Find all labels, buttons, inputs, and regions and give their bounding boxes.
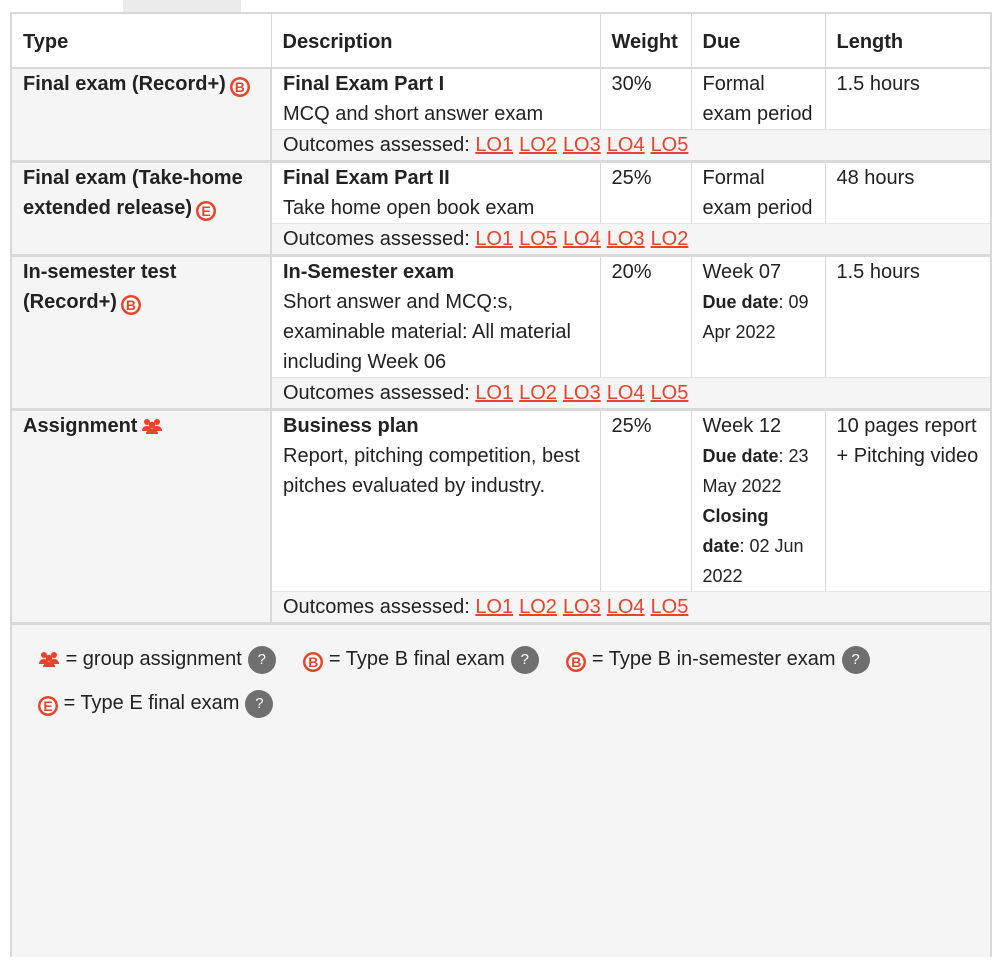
outcome-link[interactable]: LO2 — [519, 134, 557, 156]
outcome-link[interactable]: LO1 — [475, 228, 514, 250]
type-label: Final exam (Take-home extended release) — [23, 167, 243, 219]
table-row — [12, 162, 990, 224]
outcome-link[interactable]: LO5 — [650, 134, 689, 156]
task-title: Business plan — [283, 415, 419, 437]
table-row — [12, 256, 990, 378]
task-text: Report, pitching competition, best pitches evaluated by industry. — [283, 445, 580, 497]
type-label: Final exam (Record+) — [23, 73, 226, 95]
header-weight: Weight — [600, 14, 691, 68]
outcome-link[interactable]: LO3 — [562, 134, 601, 156]
type-cell — [12, 68, 271, 162]
task-title: Final Exam Part I — [283, 73, 445, 95]
help-icon[interactable]: ? — [245, 690, 273, 718]
header-due: Due — [691, 14, 825, 68]
type-b-badge-icon: B — [566, 652, 586, 672]
weight-cell: 25% — [600, 162, 691, 224]
outcome-link[interactable]: LO5 — [650, 596, 689, 618]
legend-type-e-final-text: = Type E final exam — [63, 692, 240, 714]
legend-type-b-insem — [562, 637, 869, 681]
help-icon[interactable]: ? — [248, 646, 276, 674]
outcome-link[interactable]: LO4 — [606, 134, 645, 156]
due-cell — [691, 410, 825, 592]
legend-type-b-final-text: = Type B final exam — [328, 648, 505, 670]
type-e-badge-icon: E — [38, 696, 58, 716]
due-cell: Formal exam period — [691, 68, 825, 130]
type-cell — [12, 256, 271, 410]
weight-cell: 30% — [600, 68, 691, 130]
legend-group-text: = group assignment — [65, 648, 242, 670]
description-cell — [271, 162, 600, 224]
outcomes-cell — [271, 592, 990, 624]
weight-cell: 25% — [600, 410, 691, 592]
due-date-value: : 23 May 2022 — [702, 446, 809, 496]
type-cell — [12, 410, 271, 624]
type-b-badge-icon: B — [230, 77, 250, 97]
outcomes-label: Outcomes assessed: — [283, 134, 470, 156]
legend-type-b-final — [299, 637, 538, 681]
type-e-badge-icon: E — [196, 201, 216, 221]
outcomes-label: Outcomes assessed: — [283, 228, 470, 250]
help-icon[interactable]: ? — [842, 646, 870, 674]
due-date — [703, 441, 814, 501]
outcomes-label: Outcomes assessed: — [283, 596, 470, 618]
outcomes-cell — [271, 130, 990, 162]
outcome-link[interactable]: LO5 — [519, 228, 557, 250]
table-row — [12, 68, 990, 130]
header-description: Description — [271, 14, 600, 68]
description-cell — [271, 256, 600, 378]
outcomes-label: Outcomes assessed: — [283, 382, 470, 404]
task-title: Final Exam Part II — [283, 167, 450, 189]
length-cell: 10 pages report + Pitching video — [825, 410, 990, 592]
weight-cell: 20% — [600, 256, 691, 378]
outcomes-cell — [271, 224, 990, 256]
legend-type-e-final — [34, 681, 273, 725]
type-label: Assignment — [23, 415, 138, 437]
outcome-link[interactable]: LO2 — [519, 382, 557, 404]
task-text: Short answer and MCQ:s, examinable material: All material including Week 06 — [283, 291, 571, 373]
length-cell: 1.5 hours — [825, 256, 990, 378]
outcome-link[interactable]: LO4 — [606, 596, 645, 618]
header-length: Length — [825, 14, 990, 68]
type-cell — [12, 162, 271, 256]
due-date-label: Due date — [702, 292, 779, 312]
table-header-row — [12, 14, 990, 68]
length-cell: 48 hours — [825, 162, 990, 224]
outcome-link[interactable]: LO3 — [562, 382, 601, 404]
task-text: Take home open book exam — [283, 197, 535, 219]
outcome-link[interactable]: LO1 — [475, 134, 514, 156]
outcome-link[interactable]: LO3 — [562, 596, 601, 618]
outcome-link[interactable]: LO4 — [606, 382, 645, 404]
outcome-link[interactable]: LO3 — [606, 228, 645, 250]
outcome-link[interactable]: LO4 — [562, 228, 601, 250]
outcomes-cell — [271, 378, 990, 410]
group-icon — [38, 650, 60, 668]
outcome-link[interactable]: LO2 — [650, 228, 689, 250]
due-date-label: Due date — [702, 446, 779, 466]
outcome-link[interactable]: LO1 — [475, 596, 514, 618]
due-date-value: : 09 Apr 2022 — [702, 292, 809, 342]
closing-date — [703, 501, 814, 591]
closing-date-value: : 02 Jun 2022 — [702, 536, 804, 586]
task-title: In-Semester exam — [283, 261, 455, 283]
due-cell — [691, 256, 825, 378]
outcome-link[interactable]: LO2 — [519, 596, 557, 618]
due-week: Week 12 — [702, 415, 782, 437]
type-b-badge-icon: B — [303, 652, 323, 672]
assessment-panel — [10, 12, 992, 957]
legend-type-b-insem-text: = Type B in-semester exam — [591, 648, 836, 670]
assessment-table — [12, 14, 990, 625]
due-week: Week 07 — [702, 261, 782, 283]
due-date — [703, 287, 814, 347]
outcome-link[interactable]: LO1 — [475, 382, 514, 404]
type-b-badge-icon: B — [121, 295, 141, 315]
legend-group — [34, 637, 276, 681]
help-icon[interactable]: ? — [511, 646, 539, 674]
table-row — [12, 410, 990, 592]
legend — [12, 625, 990, 725]
task-text: MCQ and short answer exam — [283, 103, 544, 125]
header-type: Type — [12, 14, 271, 68]
type-label: In-semester test (Record+) — [23, 261, 177, 313]
description-cell — [271, 410, 600, 592]
closing-date-label: Closing date — [702, 506, 769, 556]
group-icon — [141, 417, 163, 435]
due-cell: Formal exam period — [691, 162, 825, 224]
outcome-link[interactable]: LO5 — [650, 382, 689, 404]
length-cell: 1.5 hours — [825, 68, 990, 130]
description-cell — [271, 68, 600, 130]
